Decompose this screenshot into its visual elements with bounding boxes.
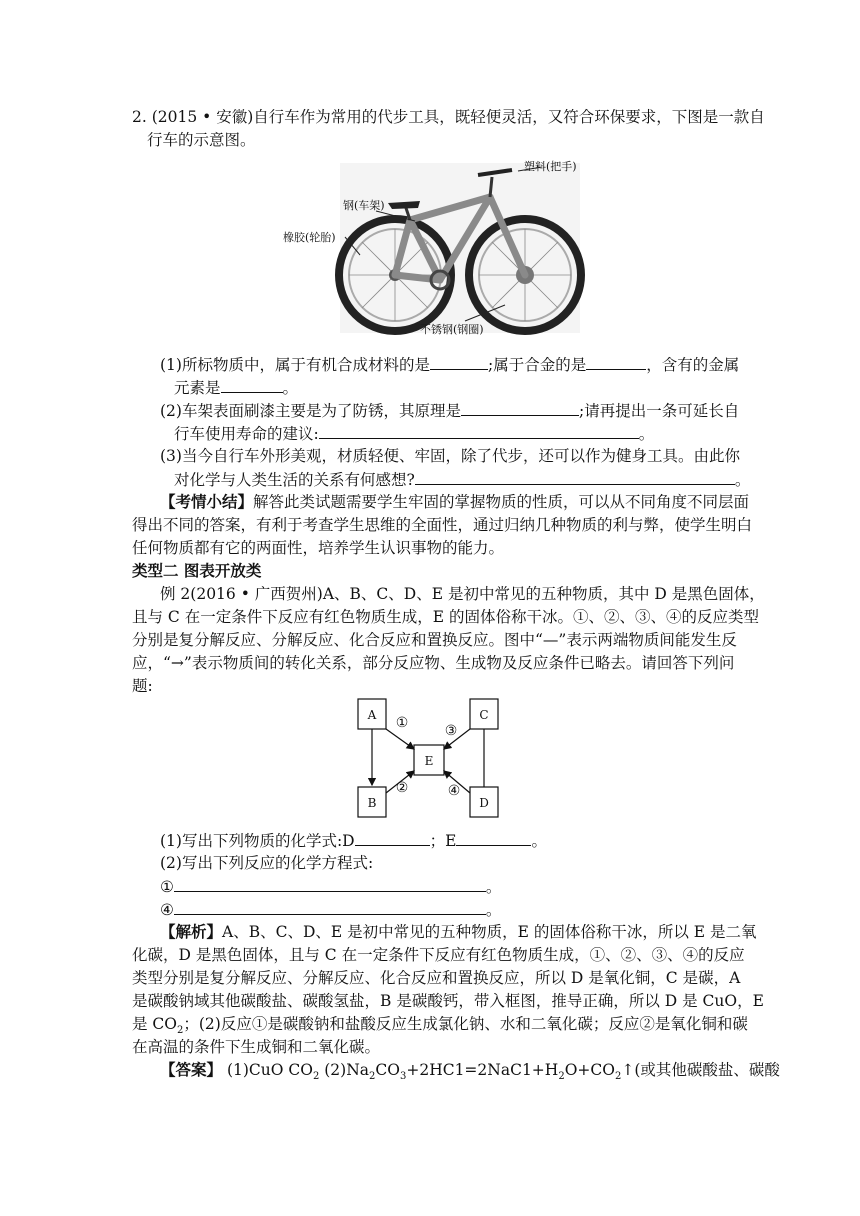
node-E: E (424, 754, 434, 768)
bicycle-figure (280, 155, 600, 340)
section-title-type2: 类型二 图表开放类 (132, 562, 262, 580)
summary-line3: 任何物质都有它的两面性，培养学生认识事物的能力。 (132, 539, 505, 557)
label-4: ④ (447, 783, 461, 799)
ex2-q1: (1)写出下列物质的化学式:D ；E 。 (160, 829, 547, 852)
ex2-q2-4: ④ 。 (160, 898, 501, 921)
answer-blank[interactable] (174, 875, 486, 892)
label-frame: 钢(车架) (343, 199, 385, 212)
ex2-line3: 分别是复分解反应、分解反应、化合反应和置换反应。图中“—”表示两端物质间能发生反 (132, 631, 737, 649)
ex2-line1: 例 2(2016 • 广西贺州)A、B、C、D、E 是初中常见的五种物质，其中 D 是黑色固体， (160, 585, 765, 603)
ex2-q2-1: ① 。 (160, 875, 501, 898)
answer-blank[interactable] (221, 376, 283, 393)
ex2-line5: 题: (132, 677, 153, 695)
analysis-line2: 化碳，D 是黑色固体，且与 C 在一定条件下反应有红色物质生成，①、②、③、④的反应 (132, 946, 745, 964)
summary-line1: 【考情小结】解答此类试题需要学生牢固的掌握物质的性质，可以从不同角度不同层面 (160, 493, 750, 511)
answer-blank[interactable] (174, 898, 486, 915)
label-1: ① (395, 715, 409, 731)
arrow-1 (386, 729, 414, 749)
label-2: ② (395, 780, 409, 796)
q2-p3-cont: 对化学与人类生活的关系有何感想? 。 (174, 468, 750, 491)
answer-blank[interactable] (319, 422, 639, 439)
ex2-line4: 应，“→”表示物质间的转化关系，部分反应物、生成物及反应条件已略去。请回答下列问 (132, 654, 735, 672)
analysis-line4: 是碳酸钠域其他碳酸盐、碳酸氢盐，B 是碳酸钙，带入框图，推导正确，所以 D 是 CuO，E (132, 992, 764, 1010)
node-D: D (479, 796, 489, 810)
analysis-line3: 类型分别是复分解反应、分解反应、化合反应和置换反应，所以 D 是氧化铜，C 是碳，A (132, 969, 741, 987)
answer-blank[interactable] (430, 353, 488, 370)
q2-p3: (3)当今自行车外形美观，材质轻便、牢固，除了代步，还可以作为健身工具。由此你 (160, 447, 740, 465)
analysis-line1: 【解析】A、B、C、D、E 是初中常见的五种物质，E 的固体俗称干冰，所以 E 是二氧 (160, 923, 757, 941)
label-3: ③ (444, 723, 458, 739)
label-handle: 塑料(把手) (524, 160, 577, 173)
label-tire: 橡胶(轮胎) (283, 231, 336, 244)
q2-p2: (2)车架表面刷漆主要是为了防锈，其原理是 ;请再提出一条可延长自 (160, 399, 739, 422)
summary-line2: 得出不同的答案，有利于考查学生思维的全面性，通过归纳几种物质的利与弊，使学生明白 (132, 516, 753, 534)
label-rim: 不锈钢(钢圈) (420, 323, 484, 336)
answer-blank[interactable] (456, 829, 531, 846)
q2-p2-cont: 行车使用寿命的建议: 。 (174, 422, 654, 445)
q2-line1: 2. (2015 • 安徽)自行车作为常用的代步工具，既轻便灵活，又符合环保要求，下图是一款自 (132, 108, 765, 126)
reaction-diagram (350, 695, 510, 823)
analysis-line5: 是 $CO_2$；(2)反应①是碳酸钠和盐酸反应生成氯化钠、水和二氧化碳；反应②是氧化铜和碳 (132, 1015, 748, 1037)
q2-line2: 行车的示意图。 (147, 131, 256, 149)
ex2-q2: (2)写出下列反应的化学方程式: (160, 854, 374, 872)
analysis-line6: 在高温的条件下生成铜和二氧化碳。 (132, 1038, 381, 1056)
answer-blank[interactable] (415, 468, 735, 485)
answer-line: 【答案】 (1)CuO $CO_2$ $(2)Na_2CO_3+2HC1=2NaC1+H_2O+CO_2↑$(或其他碳酸盐、碳酸 (160, 1061, 780, 1083)
answer-blank[interactable] (461, 399, 579, 416)
answer-blank[interactable] (355, 829, 430, 846)
answer-blank[interactable] (586, 353, 646, 370)
ex2-line2: 且与 C 在一定条件下反应有红色物质生成，E 的固体俗称干冰。①、②、③、④的反应类型 (132, 608, 759, 626)
q2-p1-cont: 元素是 。 (174, 376, 298, 399)
node-A: A (367, 708, 377, 722)
node-B: B (367, 796, 377, 810)
q2-p1: (1)所标物质中，属于有机合成材料的是 ;属于合金的是 ，含有的金属 (160, 353, 739, 376)
node-C: C (479, 708, 489, 722)
